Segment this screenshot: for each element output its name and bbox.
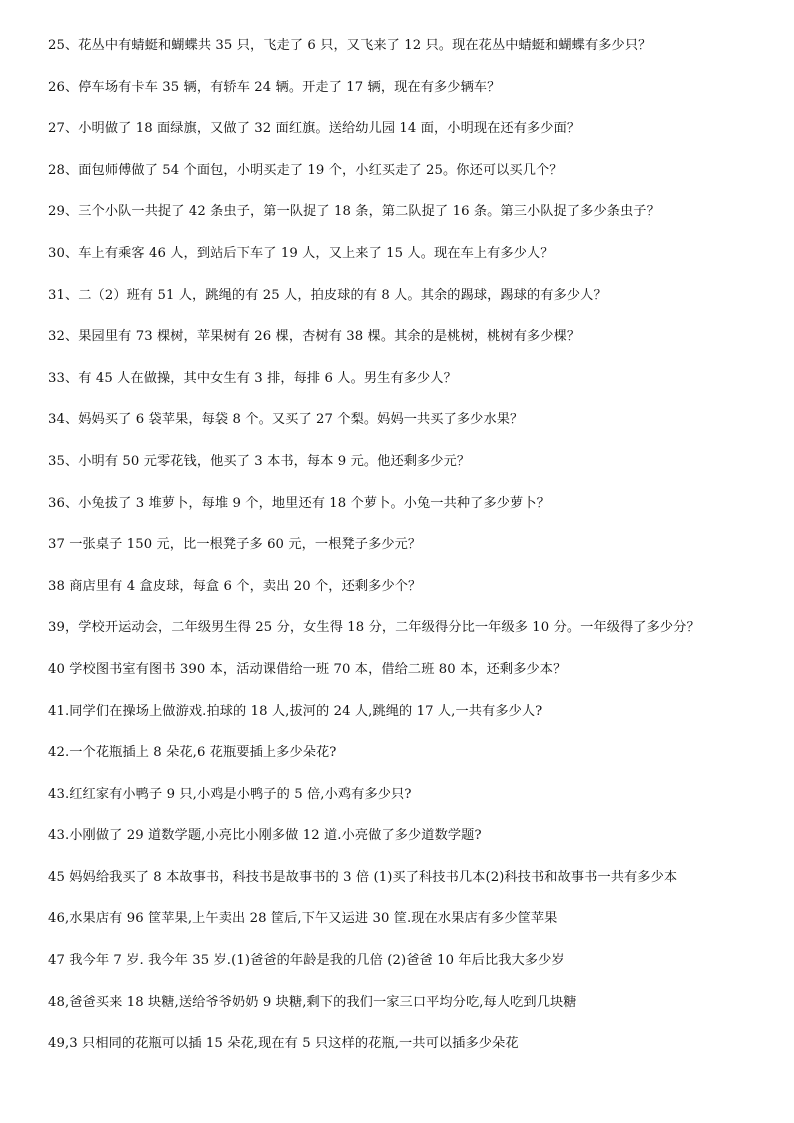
problem-item: 49,3 只相同的花瓶可以插 15 朵花,现在有 5 只这样的花瓶,一共可以插多少朵花 — [48, 1036, 519, 1052]
problem-item: 32、果园里有 73 棵树，苹果树有 26 棵，杏树有 38 棵。其余的是桃树，桃树有多少棵？ — [48, 329, 581, 345]
problem-item: 35、小明有 50 元零花钱，他买了 3 本书，每本 9 元。他还剩多少元？ — [48, 453, 471, 469]
problem-item: 30、车上有乘客 46 人，到站后下车了 19 人，又上来了 15 人。现在车上有多少人？ — [48, 245, 554, 261]
problem-item: 48,爸爸买来 18 块糖,送给爷爷奶奶 9 块糖,剩下的我们一家三口平均分吃,每人吃到几块糖 — [48, 994, 577, 1010]
problem-item: 25、花丛中有蜻蜓和蝴蝶共 35 只，飞走了 6 只，又飞来了 12 只。现在花丛中蜻蜓和蝴蝶有多少只？ — [48, 38, 652, 53]
problem-item: 46,水果店有 96 筐苹果,上午卖出 28 筐后,下午又运进 30 筐.现在水果店有多少筐苹果 — [48, 911, 558, 927]
problem-item: 26、停车场有卡车 35 辆，有轿车 24 辆。开走了 17 辆，现在有多少辆车？ — [48, 79, 501, 95]
problem-item: 40 学校图书室有图书 390 本，活动课借给一班 70 本，借给二班 80 本，还剩多少本？ — [48, 661, 567, 677]
problem-item: 43.小刚做了 29 道数学题,小亮比小刚多做 12 道.小亮做了多少道数学题? — [48, 828, 482, 844]
problem-list — [48, 36, 768, 1076]
problem-item: 31、二（2）班有 51 人，跳绳的有 25 人，拍皮球的有 8 人。其余的踢球，踢球的有多少人？ — [48, 287, 607, 303]
problem-item: 39，学校开运动会，二年级男生得 25 分，女生得 18 分，二年级得分比一年级多 10 分。一年级得了多少分？ — [48, 620, 700, 636]
problem-item: 38 商店里有 4 盒皮球，每盒 6 个，卖出 20 个，还剩多少个？ — [48, 578, 422, 594]
problem-item: 29、三个小队一共捉了 42 条虫子，第一队捉了 18 条，第二队捉了 16 条。第三小队捉了多少条虫子？ — [48, 204, 660, 220]
problem-item: 34、妈妈买了 6 袋苹果，每袋 8 个。又买了 27 个梨。妈妈一共买了多少水果？ — [48, 412, 524, 428]
problem-item: 42.一个花瓶插上 8 朵花,6 花瓶要插上多少朵花? — [48, 745, 337, 761]
problem-item: 27、小明做了 18 面绿旗，又做了 32 面红旗。送给幼儿园 14 面，小明现在还有多少面？ — [48, 121, 581, 137]
problem-item: 37 一张桌子 150 元，比一根凳子多 60 元，一根凳子多少元？ — [48, 537, 422, 553]
problem-item: 41.同学们在操场上做游戏.拍球的 18 人,拔河的 24 人,跳绳的 17 人,一共有多少人? — [48, 703, 543, 719]
problem-item: 47 我今年 7 岁. 我今年 35 岁.(1)爸爸的年龄是我的几倍 (2)爸爸 10 年后比我大多少岁 — [48, 953, 565, 969]
problem-item: 43.红红家有小鸭子 9 只,小鸡是小鸭子的 5 倍,小鸡有多少只? — [48, 786, 412, 802]
problem-item: 33、有 45 人在做操，其中女生有 3 排，每排 6 人。男生有多少人？ — [48, 370, 457, 386]
problem-item: 36、小兔拔了 3 堆萝卜，每堆 9 个，地里还有 18 个萝卜。小兔一共种了多少萝卜？ — [48, 495, 550, 511]
problem-item: 45 妈妈给我买了 8 本故事书，科技书是故事书的 3 倍 (1)买了科技书几本(2)科技书和故事书一共有多少本 — [48, 869, 678, 885]
problem-item: 28、面包师傅做了 54 个面包，小明买走了 19 个，小红买走了 25。你还可以买几个？ — [48, 162, 563, 178]
